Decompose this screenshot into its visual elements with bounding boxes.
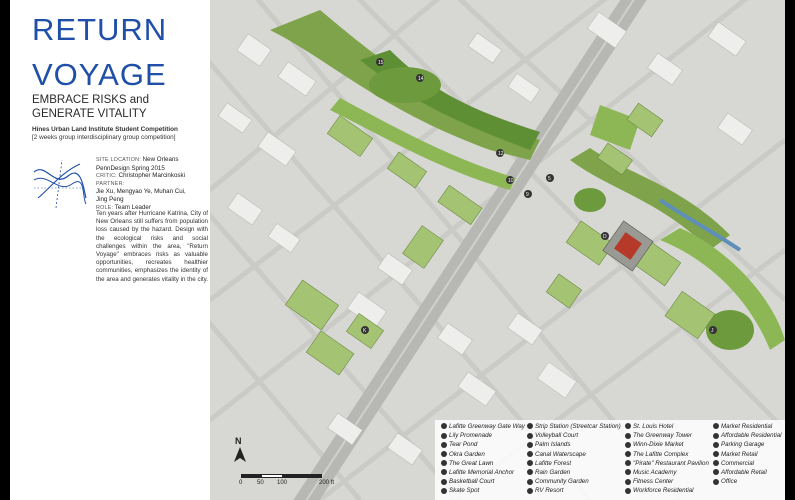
legend-label: Okra Garden — [449, 450, 485, 458]
legend-label: Commercial — [721, 459, 755, 467]
title-line-1: RETURN — [32, 12, 168, 47]
legend-item — [625, 423, 673, 430]
legend-number-badge — [441, 469, 447, 475]
legend-item — [441, 469, 514, 476]
legend-item — [713, 451, 757, 458]
legend-label: Lafitte Forest — [535, 459, 572, 467]
legend-item — [625, 432, 692, 439]
legend-item — [713, 478, 737, 485]
legend-item — [713, 441, 764, 448]
legend-label: Fitness Center — [633, 478, 674, 486]
legend-label: Market Residential — [721, 423, 773, 430]
legend-number-badge — [441, 460, 447, 466]
scale-segment-1 — [241, 474, 261, 478]
legend-label: Parking Garage — [721, 441, 765, 449]
legend-label: Community Garden — [535, 478, 589, 486]
legend-number-badge — [625, 488, 631, 494]
legend-number-badge — [625, 433, 631, 439]
partner-value-1: Jie Xu, Mengyao Ye, Muhan Cui, — [96, 188, 186, 196]
site-value: New Orleans — [142, 156, 179, 163]
legend-number-badge — [527, 469, 533, 475]
svg-text:15: 15 — [378, 60, 384, 66]
legend-label: Winn-Dixie Market — [633, 441, 684, 449]
role-label: ROLE: — [96, 204, 114, 211]
partner-label: PARTNER: — [96, 180, 125, 187]
svg-text:9: 9 — [526, 192, 529, 198]
legend-item — [713, 469, 767, 476]
svg-text:12: 12 — [498, 151, 504, 157]
site-wave-icon — [32, 158, 88, 210]
legend-label: Volleyball Court — [535, 432, 579, 440]
svg-text:K: K — [363, 328, 367, 334]
legend-item — [625, 451, 688, 458]
scale-bar — [235, 430, 345, 490]
legend-item — [713, 432, 782, 439]
svg-text:D: D — [603, 234, 607, 240]
legend-item — [527, 432, 578, 439]
legend-number-badge — [713, 433, 719, 439]
legend-label: Music Academy — [633, 469, 677, 476]
legend-number-badge — [625, 460, 631, 466]
legend-item — [441, 441, 477, 448]
legend-number-badge — [441, 488, 447, 494]
scale-tick-0: 0 — [239, 480, 243, 486]
critic-label: CRITIC: — [96, 173, 117, 180]
legend-item — [527, 441, 570, 448]
legend-number-badge — [441, 433, 447, 439]
legend-number-badge — [441, 479, 447, 485]
legend-label: Lily Promenade — [449, 432, 492, 440]
legend-label: Market Retail — [721, 450, 758, 458]
scale-segment-2 — [261, 474, 283, 478]
legend-item — [625, 460, 709, 467]
competition-line-1: Hines Urban Land Institute Student Competition — [32, 126, 178, 133]
svg-text:5: 5 — [548, 176, 551, 182]
legend-number-badge — [713, 469, 719, 475]
legend-label: Affordable Residential — [721, 432, 782, 440]
project-info — [96, 156, 208, 212]
subtitle-line-1: EMBRACE RISKS and — [32, 94, 149, 106]
legend-number-badge — [625, 479, 631, 485]
subtitle-line-2: GENERATE VITALITY — [32, 108, 147, 120]
legend-item — [625, 478, 673, 485]
legend-item — [527, 478, 589, 485]
legend-item — [527, 460, 571, 467]
legend — [435, 420, 785, 500]
legend-item — [441, 451, 485, 458]
legend-label: Office — [721, 478, 738, 486]
description-paragraph: Ten years after Hurricane Katrina, City of New Orleans still suffers from population loss caused by the hazard. Design with the ecological risks and social challenges within the area, "Return Voyage" embraces risks as valuable opportunities, recreates healthier communities, emphasizes the identity of the area and generates vitality in the city. — [96, 210, 209, 283]
legend-item — [441, 487, 479, 494]
course: PennDesign Spring 2015 — [96, 164, 165, 172]
legend-label: The Lafitte Complex — [633, 450, 689, 458]
legend-item — [713, 460, 754, 467]
legend-item — [625, 487, 694, 494]
legend-label: RV Resort — [535, 487, 564, 495]
legend-item — [713, 423, 772, 430]
legend-number-badge — [527, 460, 533, 466]
svg-text:J: J — [711, 328, 714, 334]
legend-number-badge — [527, 451, 533, 457]
legend-item — [527, 487, 563, 494]
legend-label: Affordable Retail — [721, 469, 767, 476]
legend-number-badge — [625, 469, 631, 475]
critic-value: Christopher Marcinkoski — [118, 172, 185, 180]
legend-number-badge — [441, 423, 447, 429]
legend-label: Lafitte Memorial Anchor — [449, 469, 515, 476]
legend-label: Workforce Residential — [633, 487, 694, 495]
legend-number-badge — [625, 423, 631, 429]
legend-label: Strip Station (Streetcar Station) — [535, 423, 621, 430]
svg-text:10: 10 — [508, 178, 514, 184]
legend-item — [441, 432, 492, 439]
legend-label: Rain Garden — [535, 469, 571, 476]
legend-label: Tear Pond — [449, 441, 478, 449]
legend-label: St. Louis Hotel — [633, 423, 674, 430]
legend-label: The Greenway Tower — [633, 432, 692, 440]
legend-number-badge — [625, 442, 631, 448]
north-arrow-icon — [233, 447, 247, 463]
legend-label: Skate Spot — [449, 487, 480, 495]
legend-label: Palm Islands — [535, 441, 571, 449]
legend-number-badge — [441, 442, 447, 448]
legend-number-badge — [713, 442, 719, 448]
site-label: SITE LOCATION: — [96, 157, 141, 163]
legend-number-badge — [713, 451, 719, 457]
legend-item — [625, 469, 676, 476]
legend-item — [441, 423, 525, 430]
legend-number-badge — [527, 423, 533, 429]
legend-number-badge — [527, 442, 533, 448]
scale-segment-3 — [282, 474, 322, 478]
legend-item — [441, 478, 494, 485]
legend-label: Lafitte Greenway Gate Way — [449, 423, 525, 430]
legend-number-badge — [527, 479, 533, 485]
legend-item — [527, 451, 586, 458]
competition-line-2: [2 weeks group interdisciplinary group competition] — [32, 134, 176, 141]
legend-item — [527, 469, 570, 476]
legend-item — [441, 460, 493, 467]
legend-number-badge — [713, 460, 719, 466]
scale-tick-50: 50 — [257, 480, 264, 486]
legend-label: "Pirate" Restaurant Pavilion — [633, 459, 709, 467]
legend-label: Canal Waterscape — [535, 450, 586, 458]
legend-item — [625, 441, 684, 448]
legend-number-badge — [625, 451, 631, 457]
text-column — [10, 0, 210, 500]
scale-tick-100: 100 — [277, 480, 288, 486]
svg-text:14: 14 — [418, 76, 424, 82]
north-arrow: N — [235, 436, 242, 446]
legend-number-badge — [713, 479, 719, 485]
legend-label: The Great Lawn — [449, 459, 494, 467]
role-value: Team Leader — [114, 203, 151, 211]
partner-value-2: Jing Peng — [96, 195, 124, 203]
presentation-page — [10, 0, 785, 500]
title-line-2: VOYAGE — [32, 57, 167, 92]
legend-label: Basketball Court — [449, 478, 495, 486]
legend-number-badge — [527, 433, 533, 439]
legend-number-badge — [527, 488, 533, 494]
scale-tick-200: 200 ft — [319, 480, 335, 486]
legend-number-badge — [441, 451, 447, 457]
legend-number-badge — [713, 423, 719, 429]
legend-item — [527, 423, 621, 430]
